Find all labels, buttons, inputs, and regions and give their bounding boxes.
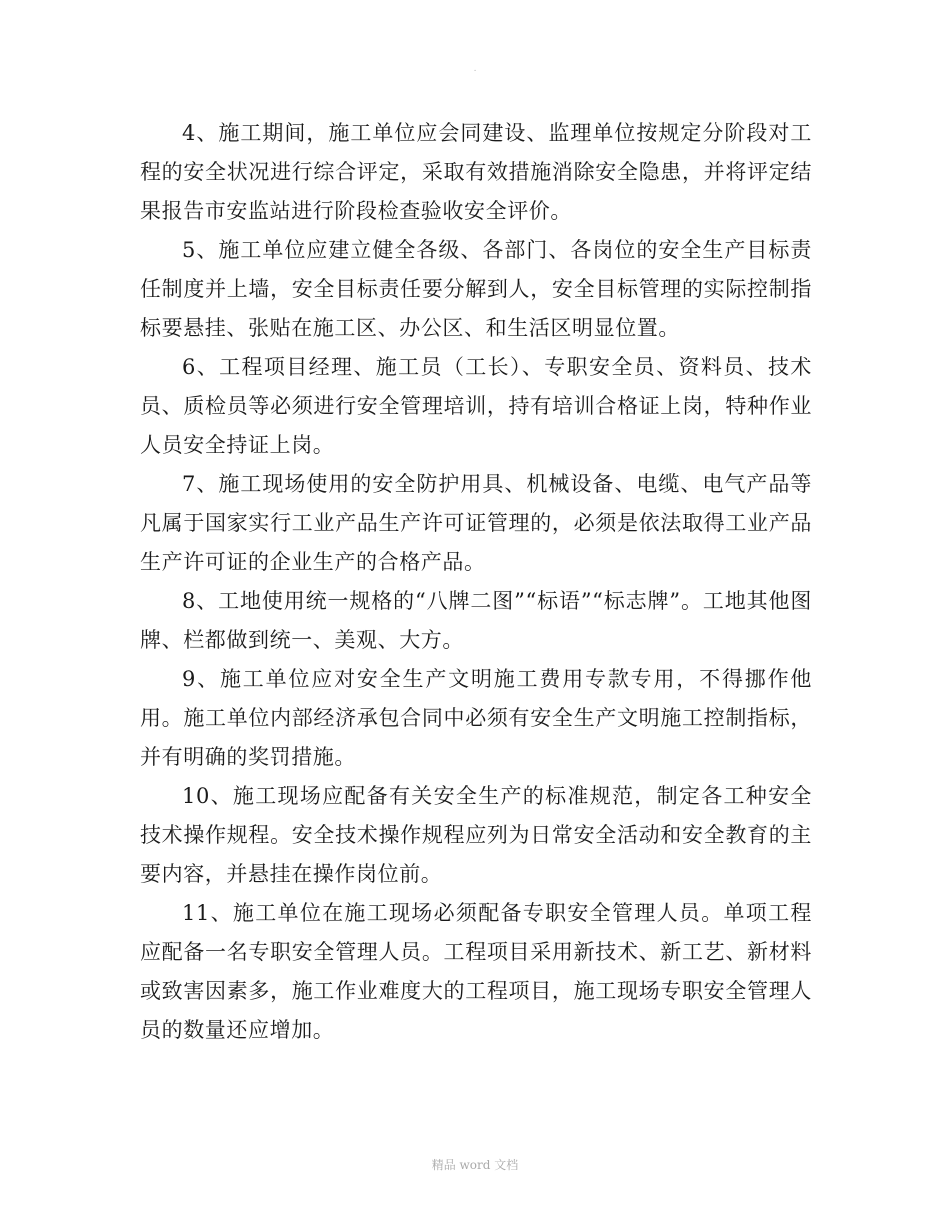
paragraph-item-6: 6、工程项目经理、施工员（工长）、专职安全员、资料员、技术员、质检员等必须进行安全管理培训，持有培训合格证上岗，特种作业人员安全持证上岗。 xyxy=(140,355,812,457)
paragraph-item-9: 9、施工单位应对安全生产文明施工费用专款专用，不得挪作他用。施工单位内部经济承包合同中必须有安全生产文明施工控制指标，并有明确的奖罚措施。 xyxy=(140,667,812,769)
paragraph-item-5: 5、施工单位应建立健全各级、各部门、各岗位的安全生产目标责任制度并上墙，安全目标责任要分解到人，安全目标管理的实际控制指标要悬挂、张贴在施工区、办公区、和生活区明显位置。 xyxy=(140,238,812,340)
document-body xyxy=(140,114,812,1050)
header-mark: . xyxy=(473,64,477,74)
paragraph-item-10: 10、施工现场应配备有关安全生产的标准规范，制定各工种安全技术操作规程。安全技术操作规程应列为日常安全活动和安全教育的主要内容，并悬挂在操作岗位前。 xyxy=(140,784,812,886)
paragraph-item-7: 7、施工现场使用的安全防护用具、机械设备、电缆、电气产品等凡属于国家实行工业产品生产许可证管理的，必须是依法取得工业产品生产许可证的企业生产的合格产品。 xyxy=(140,472,812,574)
paragraph-item-4: 4、施工期间，施工单位应会同建设、监理单位按规定分阶段对工程的安全状况进行综合评定，采取有效措施消除安全隐患，并将评定结果报告市安监站进行阶段检查验收安全评价。 xyxy=(140,121,812,223)
paragraph-item-8: 8、工地使用统一规格的“八牌二图”“标语”“标志牌”。工地其他图牌、栏都做到统一、美观、大方。 xyxy=(140,589,812,652)
paragraph-item-11: 11、施工单位在施工现场必须配备专职安全管理人员。单项工程应配备一名专职安全管理人员。工程项目采用新技术、新工艺、新材料或致害因素多，施工作业难度大的工程项目，施工现场专职安全管理人员的数量还应增加。 xyxy=(140,901,812,1042)
footer-watermark: 精品 word 文档 xyxy=(431,1158,519,1172)
